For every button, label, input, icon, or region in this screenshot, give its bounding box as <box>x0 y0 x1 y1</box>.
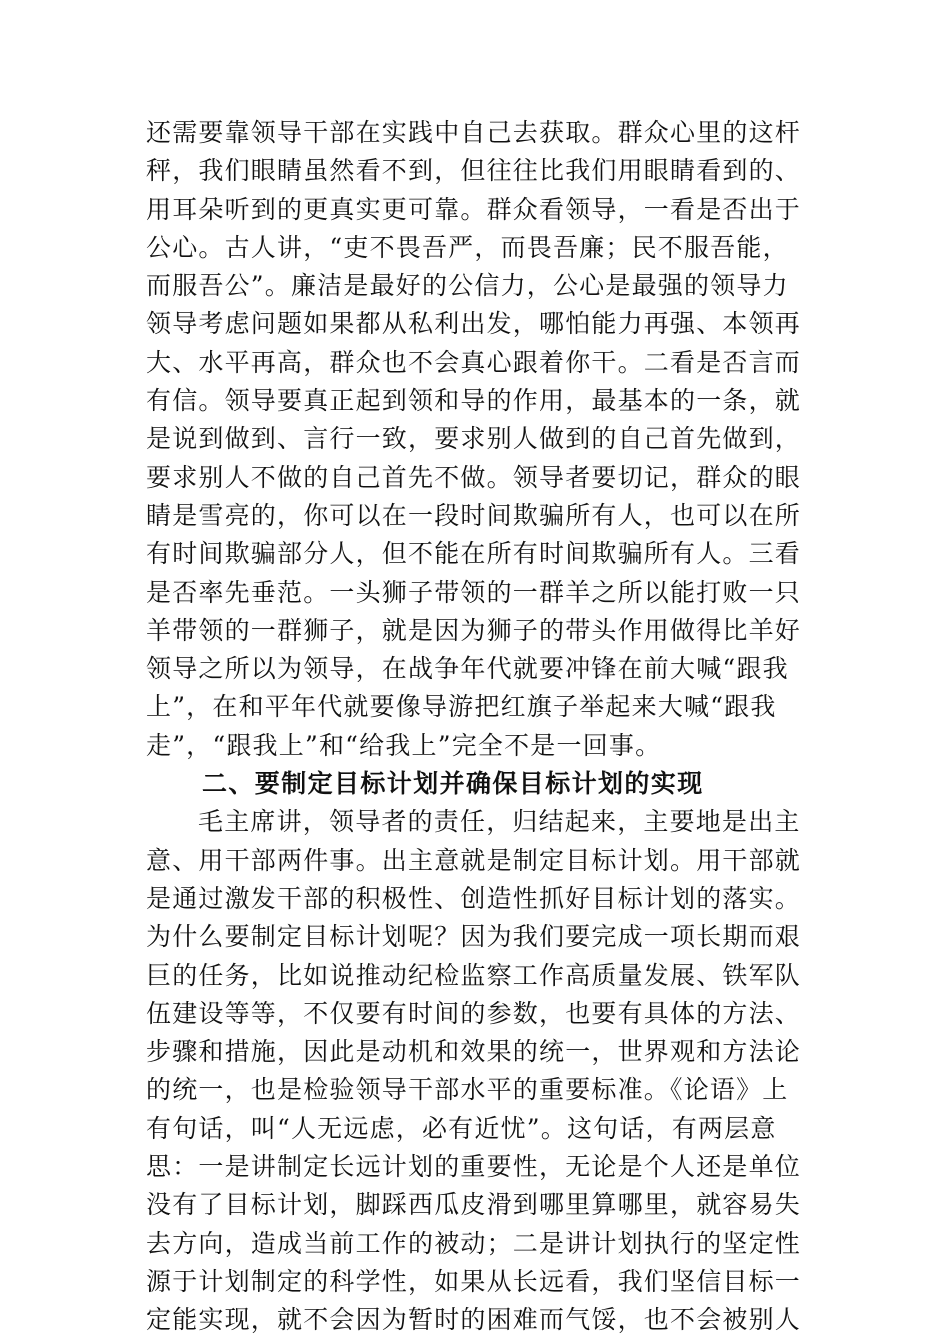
text-line: 秤，我们眼睛虽然看不到，但往往比我们用眼睛看到的、 <box>146 156 802 186</box>
text-line: 巨的任务，比如说推动纪检监察工作高质量发展、铁军队 <box>146 960 802 990</box>
text-line: 的统一，也是检验领导干部水平的重要标准。《论语》上 <box>146 1075 789 1105</box>
paragraph-leadership-trust <box>146 114 806 765</box>
text-line: 没有了目标计划，脚踩西瓜皮滑到哪里算哪里，就容易失 <box>146 1190 802 1220</box>
text-line: 有时间欺骗部分人，但不能在所有时间欺骗所有人。三看 <box>146 539 802 569</box>
text-line: 步骤和措施，因此是动机和效果的统一，世界观和方法论 <box>146 1037 802 1067</box>
text-line: 伍建设等等，不仅要有时间的参数，也要有具体的方法、 <box>146 998 802 1028</box>
text-line: 要求别人不做的自己首先不做。领导者要切记，群众的眼 <box>146 462 802 492</box>
text-line: 领导考虑问题如果都从私利出发，哪怕能力再强、本领再 <box>146 309 802 339</box>
text-line: 公心。古人讲，“吏不畏吾严，而畏吾廉；民不服吾能， <box>146 232 789 262</box>
text-line: 走”，“跟我上”和“给我上”完全不是一回事。 <box>146 730 662 760</box>
text-line: 定能实现，就不会因为暂时的困难而气馁，也不会被别人 <box>146 1305 802 1335</box>
paragraph-goal-planning <box>146 803 806 1339</box>
text-line: 领导之所以为领导，在战争年代就要冲锋在前大喊“跟我 <box>146 654 789 684</box>
text-line: 是否率先垂范。一头狮子带领的一群羊之所以能打败一只 <box>146 577 802 607</box>
text-line: 意、用干部两件事。出主意就是制定目标计划。用干部就 <box>146 845 802 875</box>
text-line: 还需要靠领导干部在实践中自己去获取。群众心里的这杆 <box>146 118 802 147</box>
text-line: 毛主席讲，领导者的责任，归结起来，主要地是出主 <box>198 807 801 837</box>
text-line: 为什么要制定目标计划呢？因为我们要完成一项长期而艰 <box>146 922 802 952</box>
text-line: 源于计划制定的科学性，如果从长远看，我们坚信目标一 <box>146 1266 802 1296</box>
text-line: 而服吾公”。廉洁是最好的公信力，公心是最强的领导力 <box>146 271 789 301</box>
text-line: 羊带领的一群狮子，就是因为狮子的带头作用做得比羊好 <box>146 615 802 645</box>
text-line: 上”，在和平年代就要像导游把红旗子举起来大喊“跟我 <box>146 692 777 722</box>
text-line: 大、水平再高，群众也不会真心跟着你干。二看是否言而 <box>146 347 802 377</box>
text-line: 有信。领导要真正起到领和导的作用，最基本的一条，就 <box>146 386 802 416</box>
text-line: 有句话，叫“人无远虑，必有近忧”。这句话，有两层意 <box>146 1113 777 1143</box>
text-line: 思：一是讲制定长远计划的重要性，无论是个人还是单位 <box>146 1152 802 1182</box>
text-line: 用耳朵听到的更真实更可靠。群众看领导，一看是否出于 <box>146 194 802 224</box>
text-line: 睛是雪亮的，你可以在一段时间欺骗所有人，也可以在所 <box>146 500 802 530</box>
section-heading: 二、要制定目标计划并确保目标计划的实现 <box>202 769 704 799</box>
document-body <box>146 114 806 1340</box>
text-line: 去方向，造成当前工作的被动；二是讲计划执行的坚定性 <box>146 1228 802 1258</box>
text-line: 是说到做到、言行一致，要求别人做到的自己首先做到， <box>146 424 802 454</box>
text-line: 是通过激发干部的积极性、创造性抓好目标计划的落实。 <box>146 883 802 913</box>
